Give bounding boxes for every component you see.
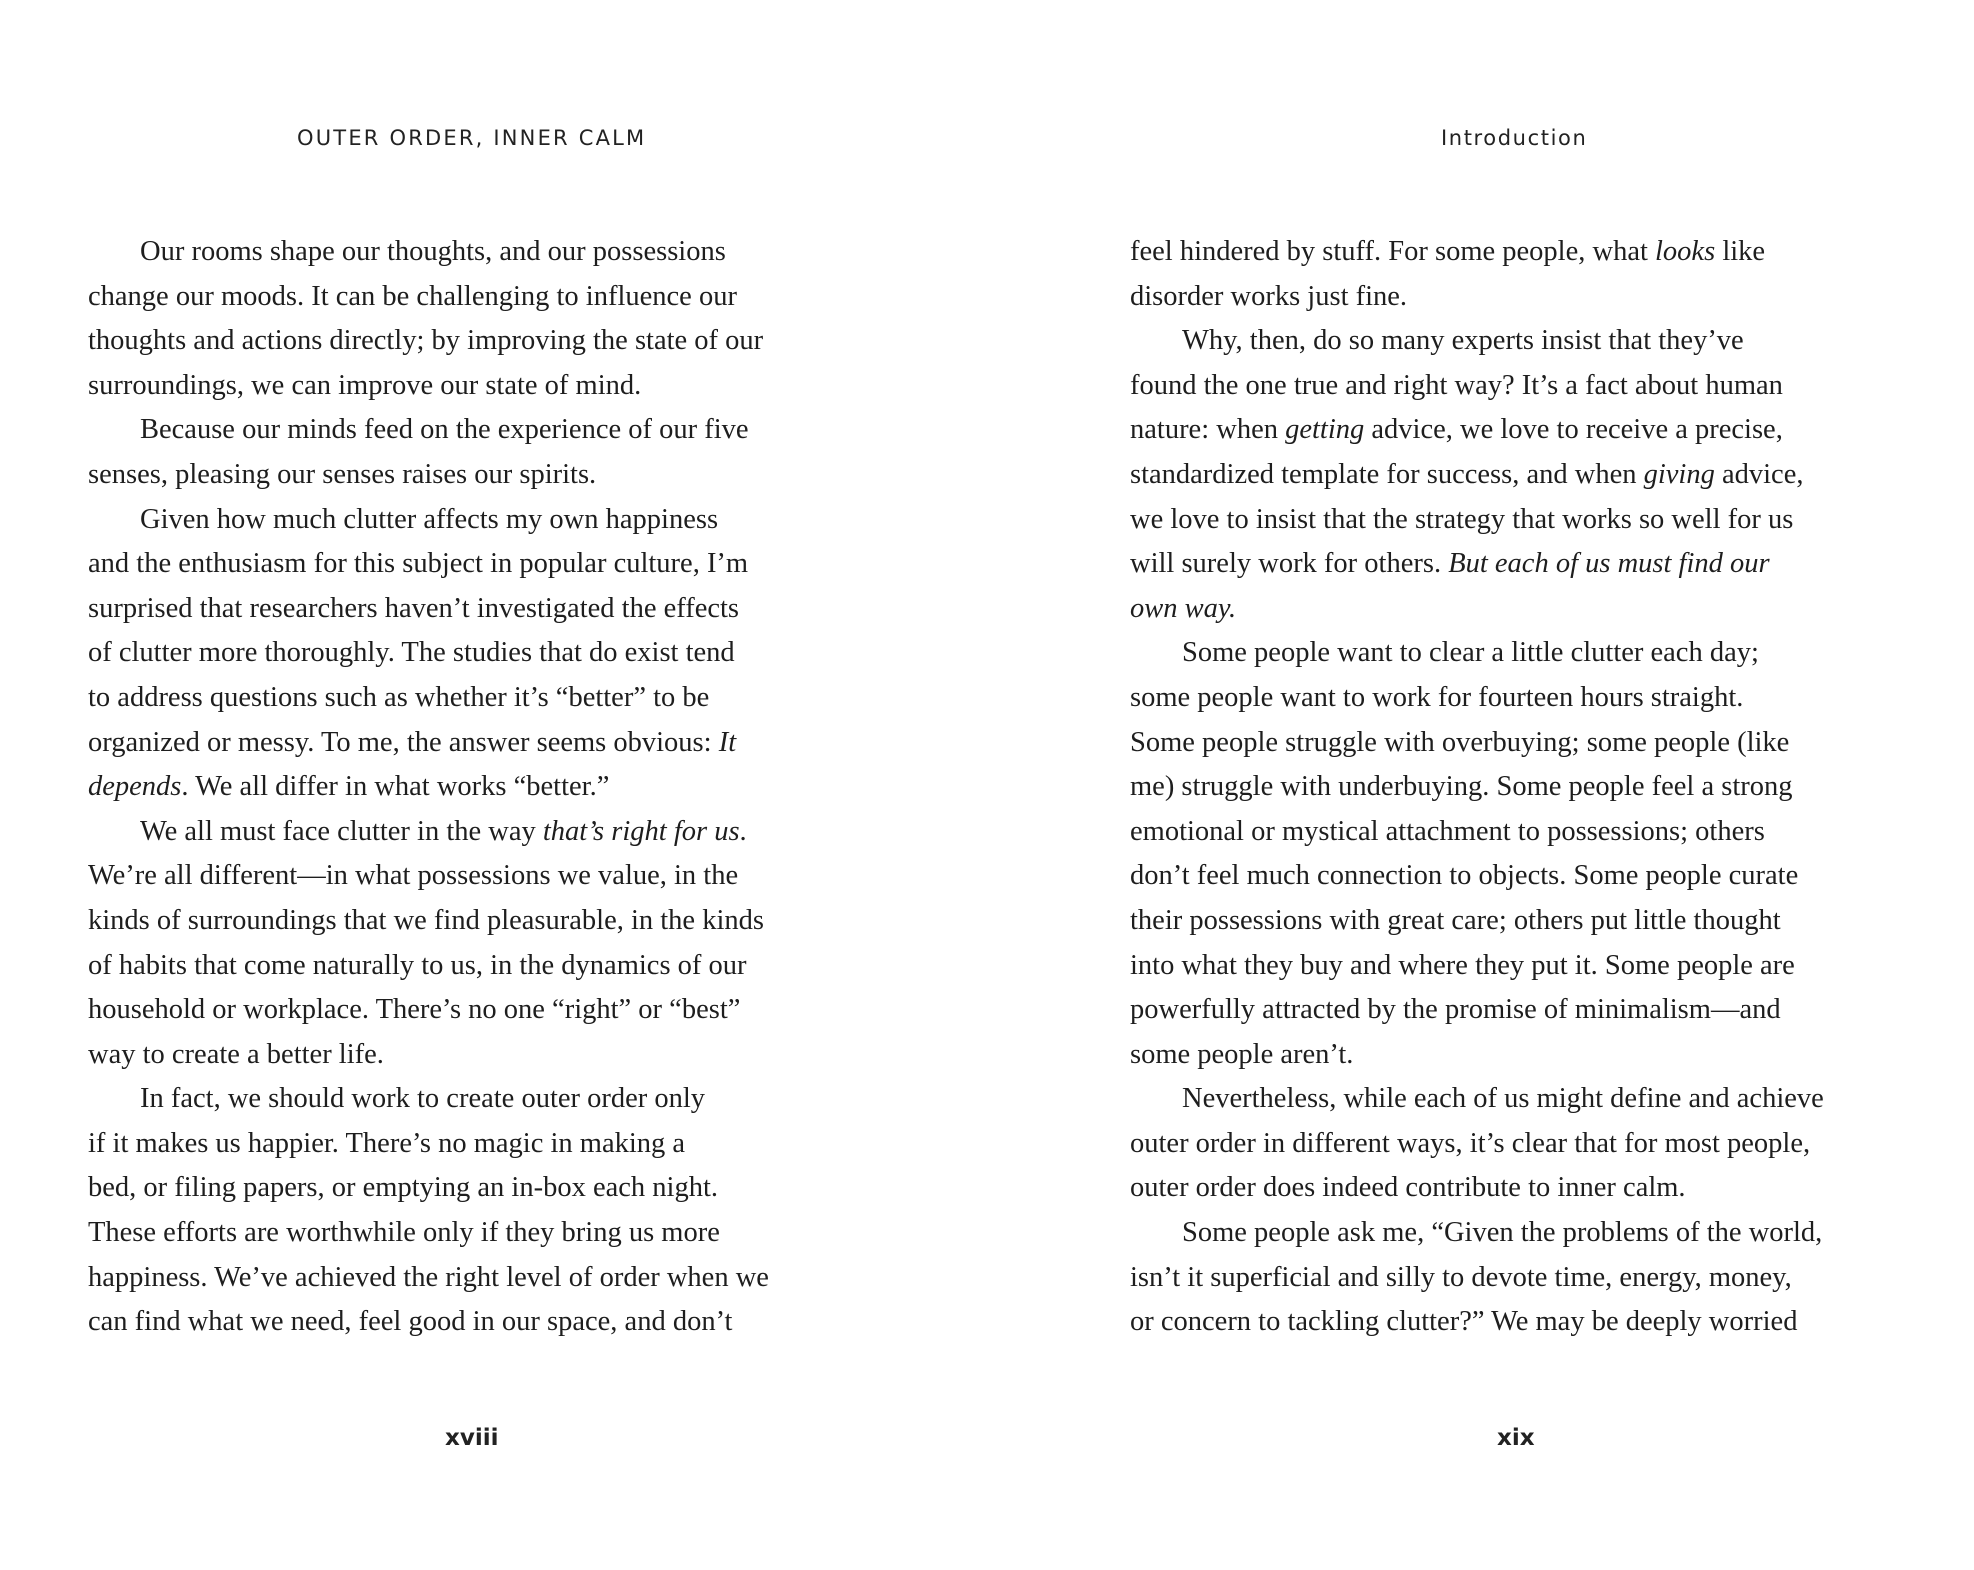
text-run: feel hindered by stuff. For some people, what bbox=[1130, 236, 1656, 267]
text-line bbox=[88, 319, 878, 364]
text-run: advice, we love to receive a precise, bbox=[1364, 414, 1783, 446]
italic-text: It bbox=[718, 726, 737, 758]
text-run: surroundings, we can improve our state of mind. bbox=[88, 369, 642, 401]
text-run: Because our minds feed on the experience of our five bbox=[140, 414, 749, 446]
text-line bbox=[1130, 988, 1960, 1033]
text-line bbox=[1130, 721, 1960, 766]
text-run: kinds of surroundings that we find pleasurable, in the kinds bbox=[88, 904, 764, 936]
running-head-book-title: OUTER ORDER, INNER CALM bbox=[297, 126, 647, 150]
text-line bbox=[1130, 408, 1960, 453]
text-run: way to create a better life. bbox=[88, 1038, 384, 1070]
text-line bbox=[1130, 899, 1960, 944]
text-line bbox=[88, 944, 878, 989]
page-number: xviii bbox=[445, 1425, 499, 1451]
text-run: nature: when bbox=[1130, 414, 1286, 446]
text-run: powerfully attracted by the promise of minimalism—and bbox=[1130, 994, 1781, 1026]
text-run: some people aren’t. bbox=[1130, 1038, 1354, 1070]
text-run: . bbox=[739, 815, 747, 847]
text-run: These efforts are worthwhile only if they bring us more bbox=[88, 1217, 720, 1249]
text-line bbox=[1130, 453, 1960, 498]
text-line bbox=[88, 453, 878, 498]
text-line bbox=[1130, 1166, 1960, 1211]
text-run: senses, pleasing our senses raises our spirits. bbox=[88, 458, 597, 490]
text-line bbox=[1130, 854, 1960, 899]
text-run: outer order does indeed contribute to inner calm. bbox=[1130, 1172, 1686, 1204]
text-line bbox=[1130, 944, 1960, 989]
text-line bbox=[88, 1300, 878, 1345]
text-run: We’re all different—in what possessions we value, in the bbox=[88, 860, 739, 892]
text-run: into what they buy and where they put it. Some people are bbox=[1130, 949, 1795, 981]
text-line bbox=[88, 1033, 878, 1078]
text-run: their possessions with great care; others put little thought bbox=[1130, 904, 1781, 936]
text-line bbox=[88, 721, 878, 766]
text-line bbox=[88, 854, 878, 899]
italic-text: But each of us must find our bbox=[1448, 548, 1770, 580]
text-line bbox=[1130, 230, 1960, 275]
italic-text: own way. bbox=[1130, 592, 1237, 624]
text-run: Some people want to clear a little clutter each day; bbox=[1182, 637, 1759, 669]
text-run: and the enthusiasm for this subject in popular culture, I’m bbox=[88, 548, 749, 580]
text-line bbox=[1130, 542, 1960, 587]
right-page bbox=[1130, 0, 1970, 1570]
text-line bbox=[88, 364, 878, 409]
italic-text: looks bbox=[1655, 236, 1716, 267]
text-run: thoughts and actions directly; by improving the state of our bbox=[88, 325, 764, 357]
text-line bbox=[88, 1256, 878, 1301]
text-line bbox=[1130, 1122, 1960, 1167]
text-line bbox=[88, 498, 878, 543]
text-run: or concern to tackling clutter?” We may be deeply worried bbox=[1130, 1306, 1798, 1338]
text-run: bed, or filing papers, or emptying an in-box each night. bbox=[88, 1172, 719, 1204]
text-line bbox=[1130, 1077, 1960, 1122]
text-run: of habits that come naturally to us, in the dynamics of our bbox=[88, 949, 747, 981]
text-run: organized or messy. To me, the answer seems obvious: bbox=[88, 726, 719, 758]
text-run: like bbox=[1715, 236, 1766, 267]
text-line bbox=[1130, 1211, 1960, 1256]
text-line bbox=[88, 810, 878, 855]
text-line bbox=[88, 676, 878, 721]
left-page bbox=[88, 0, 988, 1570]
text-run: disorder works just fine. bbox=[1130, 280, 1408, 312]
page-number: xix bbox=[1497, 1425, 1535, 1451]
text-run: emotional or mystical attachment to possessions; others bbox=[1130, 815, 1765, 847]
text-line bbox=[88, 1166, 878, 1211]
text-run: Nevertheless, while each of us might define and achieve bbox=[1182, 1083, 1824, 1115]
text-line bbox=[1130, 810, 1960, 855]
text-run: me) struggle with underbuying. Some people feel a strong bbox=[1130, 771, 1793, 803]
text-line bbox=[1130, 1300, 1960, 1345]
text-line bbox=[88, 230, 878, 275]
text-run: household or workplace. There’s no one “right” or “best” bbox=[88, 994, 741, 1026]
text-run: Why, then, do so many experts insist that they’ve bbox=[1182, 325, 1744, 357]
running-head-chapter-title: Introduction bbox=[1441, 126, 1588, 150]
right-page-body-text bbox=[1130, 230, 1960, 1345]
text-run: Given how much clutter affects my own happiness bbox=[140, 503, 719, 535]
text-run: change our moods. It can be challenging to influence our bbox=[88, 280, 737, 312]
text-run: Some people ask me, “Given the problems of the world, bbox=[1182, 1217, 1823, 1249]
text-line bbox=[1130, 587, 1960, 632]
text-run: will surely work for others. bbox=[1130, 548, 1449, 580]
text-line bbox=[88, 988, 878, 1033]
text-line bbox=[88, 899, 878, 944]
text-line bbox=[88, 275, 878, 320]
text-line bbox=[1130, 1033, 1960, 1078]
text-run: advice, bbox=[1714, 458, 1804, 490]
text-line bbox=[1130, 275, 1960, 320]
text-run: outer order in different ways, it’s clear that for most people, bbox=[1130, 1127, 1811, 1159]
text-run: don’t feel much connection to objects. Some people curate bbox=[1130, 860, 1799, 892]
text-run: In fact, we should work to create outer order only bbox=[140, 1083, 706, 1115]
text-line bbox=[88, 408, 878, 453]
text-line bbox=[1130, 676, 1960, 721]
italic-text: that’s right for us bbox=[542, 815, 740, 847]
text-run: Some people struggle with overbuying; some people (like bbox=[1130, 726, 1790, 758]
text-run: of clutter more thoroughly. The studies that do exist tend bbox=[88, 637, 735, 669]
text-line bbox=[1130, 1256, 1960, 1301]
text-line bbox=[88, 1077, 878, 1122]
text-line bbox=[1130, 364, 1960, 409]
text-run: isn’t it superficial and silly to devote time, energy, money, bbox=[1130, 1261, 1792, 1293]
text-line bbox=[1130, 765, 1960, 810]
text-run: to address questions such as whether it’s “better” to be bbox=[88, 681, 710, 713]
text-run: We all must face clutter in the way bbox=[140, 815, 543, 847]
text-run: found the one true and right way? It’s a fact about human bbox=[1130, 369, 1783, 401]
text-run: we love to insist that the strategy that works so well for us bbox=[1130, 503, 1794, 535]
text-run: can find what we need, feel good in our space, and don’t bbox=[88, 1306, 733, 1338]
italic-text: giving bbox=[1643, 458, 1715, 490]
text-run: standardized template for success, and when bbox=[1130, 458, 1644, 490]
left-page-body-text bbox=[88, 230, 878, 1345]
text-run: some people want to work for fourteen hours straight. bbox=[1130, 681, 1744, 713]
text-run: if it makes us happier. There’s no magic in making a bbox=[88, 1127, 686, 1159]
text-run: surprised that researchers haven’t investigated the effects bbox=[88, 592, 740, 624]
text-line bbox=[88, 631, 878, 676]
text-line bbox=[1130, 631, 1960, 676]
italic-text: getting bbox=[1285, 414, 1365, 446]
text-line bbox=[1130, 319, 1960, 364]
text-run: happiness. We’ve achieved the right level of order when we bbox=[88, 1261, 769, 1293]
text-line bbox=[1130, 498, 1960, 543]
italic-text: depends bbox=[88, 771, 182, 803]
text-run: . We all differ in what works “better.” bbox=[181, 771, 610, 803]
text-line bbox=[88, 1122, 878, 1167]
text-line bbox=[88, 542, 878, 587]
text-line bbox=[88, 765, 878, 810]
text-line bbox=[88, 1211, 878, 1256]
text-run: Our rooms shape our thoughts, and our possessions bbox=[140, 236, 726, 267]
text-line bbox=[88, 587, 878, 632]
